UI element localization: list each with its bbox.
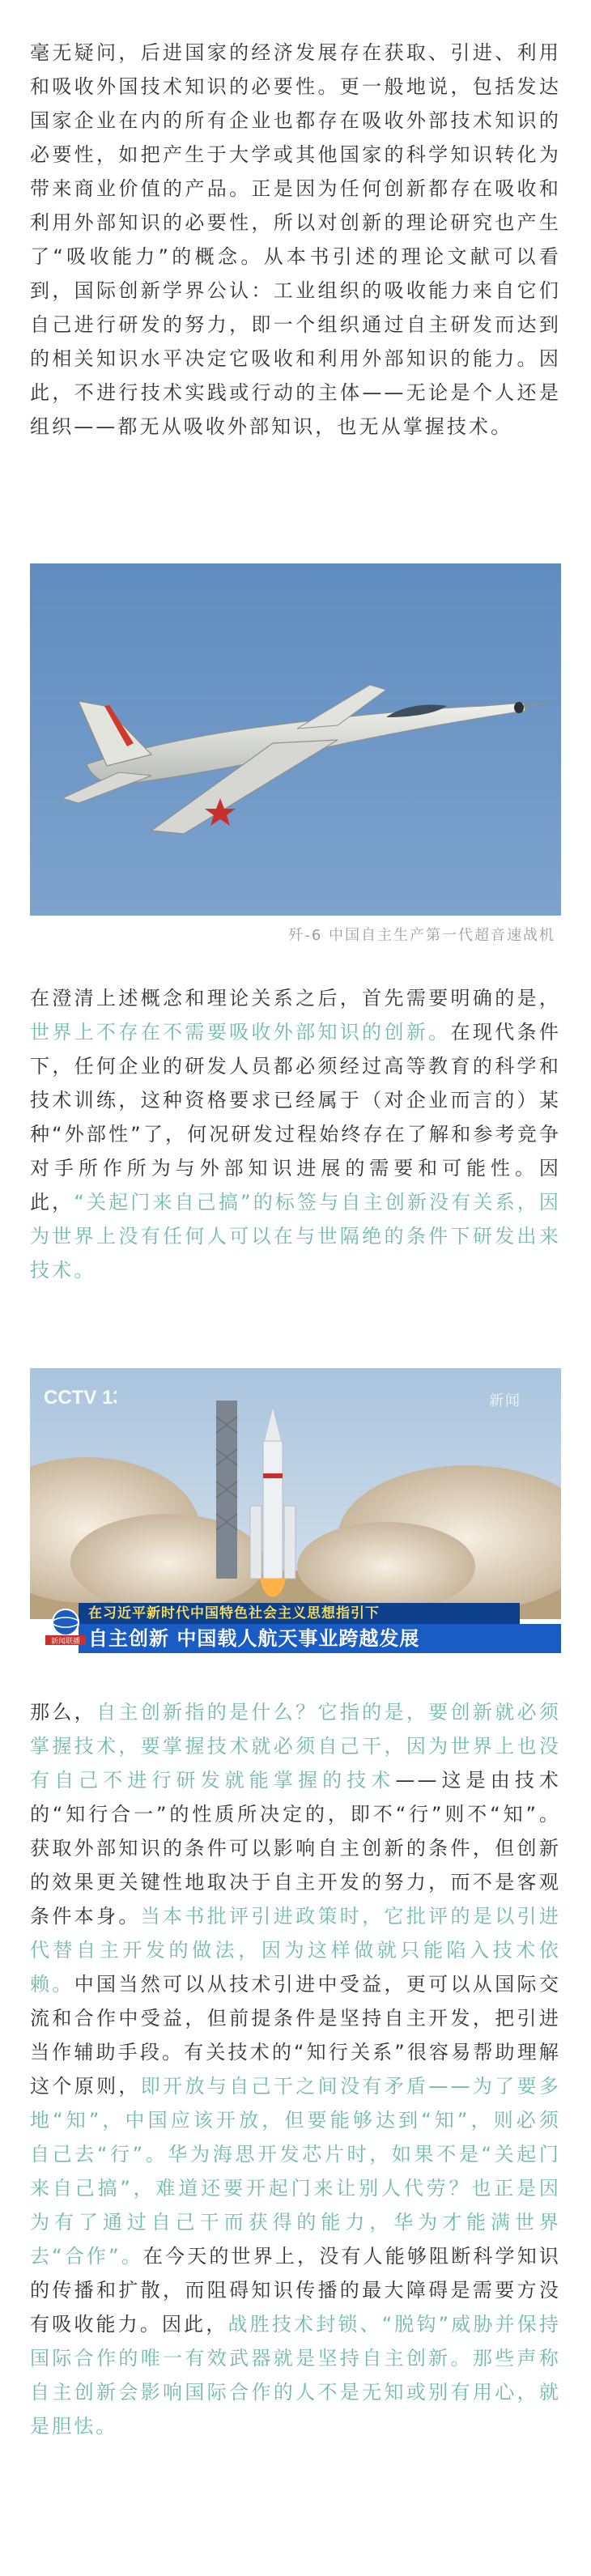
paragraph-3 [0,1695,591,2443]
news-logo-text: 新闻联播 [50,1638,81,1646]
news-broadcast-logo-icon [42,1606,89,1647]
paragraph-3-highlight: 当本书批评引进政策时，它批评的是以引进代替自主开发的做法，因为这样做就只能陷入技术依赖。 [30,1905,561,1996]
jet-fighter-image [30,563,561,916]
paragraph-3-segment: 在今天的世界上，没有人能够阻断科学知识的传播和扩散，而阻碍知识传播的最大障碍是需要方没有吸收能力。因此， [30,2245,561,2336]
j6-fighter-illustration [30,563,561,916]
paragraph-3-segment: ——这是由技术的“知行合一”的性质所决定的，即不“行”则不“知”。获取外部知识的条件可以影响自主创新的条件，但创新的效果更关键性地取决于自主开发的努力，而不是客观条件本身。 [30,1769,562,1928]
paragraph-3-segment: 那么， [30,1701,97,1724]
paragraph-1: 毫无疑问，后进国家的经济发展存在获取、引进、利用和吸收外国技术知识的必要性。更一般地说，包括发达国家企业在内的所有企业也都存在吸收外部技术知识的必要性，如把产生于大学或其他国家的科学知识转化为带来商业价值的产品。正是因为任何创新都存在吸收和利用外部知识的必要性，所以对创新的理论研究也产生了“吸收能力”的概念。从本书引述的理论文献可以看到，国际创新学界公认：工业组织的吸收能力来自它们自己进行研发的努力，即一个组织通过自主研发而达到的相关知识水平决定它吸收和利用外部知识的能力。因此，不进行技术实践或行动的主体——无论是个人还是组织——都无从吸收外部知识，也无从掌握技术。 [30,41,561,438]
paragraph-2-highlight: 世界上不存在不需要吸收外部知识的创新。 [30,1021,451,1044]
paragraph-3-highlight: 战胜技术封锁、“脱钩”威胁并保持国际合作的唯一有效武器就是坚持自主创新。那些声称自主创新会影响国际合作的人不是无知或别有用心，就是胆怯。 [30,2313,561,2438]
cctv-logo-icon [44,1381,117,1413]
paragraph-2-segment: 在现代条件下，任何企业的研发人员都必须经过高等教育的科学和技术训练，这种资格要求已经属于（对企业而言的）某种“外部性”了，何况研发过程始终存在了解和参考竞争对手所作所为与外部知识进展的需要和可能性。因此， [30,1021,562,1214]
paragraph-3-highlight: 即开放与自己干之间没有矛盾——为了要多地“知”，中国应该开放，但要能够达到“知”，则必须自己去“行”。华为海思开发芯片时，如果不是“关起门来自己搞”，难道还要开起门来让别人代劳？也正是因为有了通过自己干而获得的能力，华为才能满世界去“合作”。 [30,2075,562,2268]
paragraph-3-highlight: 自主创新指的是什么？它指的是，要创新就必须掌握技术，要掌握技术就必须自己干，因为世界上也没有自己不进行研发就能掌握的技术 [30,1701,561,1792]
news-overlay-line-2: 自主创新 中国载人航天事业跨越发展 [79,1624,561,1653]
cctv-logo-text: CCTV 13 [44,1387,117,1409]
figure-1-caption: 歼-6 中国自主生产第一代超音速战机 [288,927,555,944]
paragraph-2-highlight: “关起门来自己搞”的标签与自主创新没有关系，因为世界上没有任何人可以在与世隔绝的条件下研发出来技术。 [30,1191,561,1282]
paragraph-3-segment: 中国当然可以从技术引进中受益，更可以从国际交流和合作中受益，但前提条件是坚持自主开发，把引进当作辅助手段。有关技术的“知行关系”很容易帮助理解这个原则， [30,1973,561,2098]
live-label: 新闻 [489,1392,521,1409]
paragraph-2-segment: 在澄清上述概念和理论关系之后，首先需要明确的是， [30,987,561,1010]
paragraph-2 [0,981,591,1287]
news-overlay-line-1: 在习近平新时代中国特色社会主义思想指引下 [79,1603,520,1624]
